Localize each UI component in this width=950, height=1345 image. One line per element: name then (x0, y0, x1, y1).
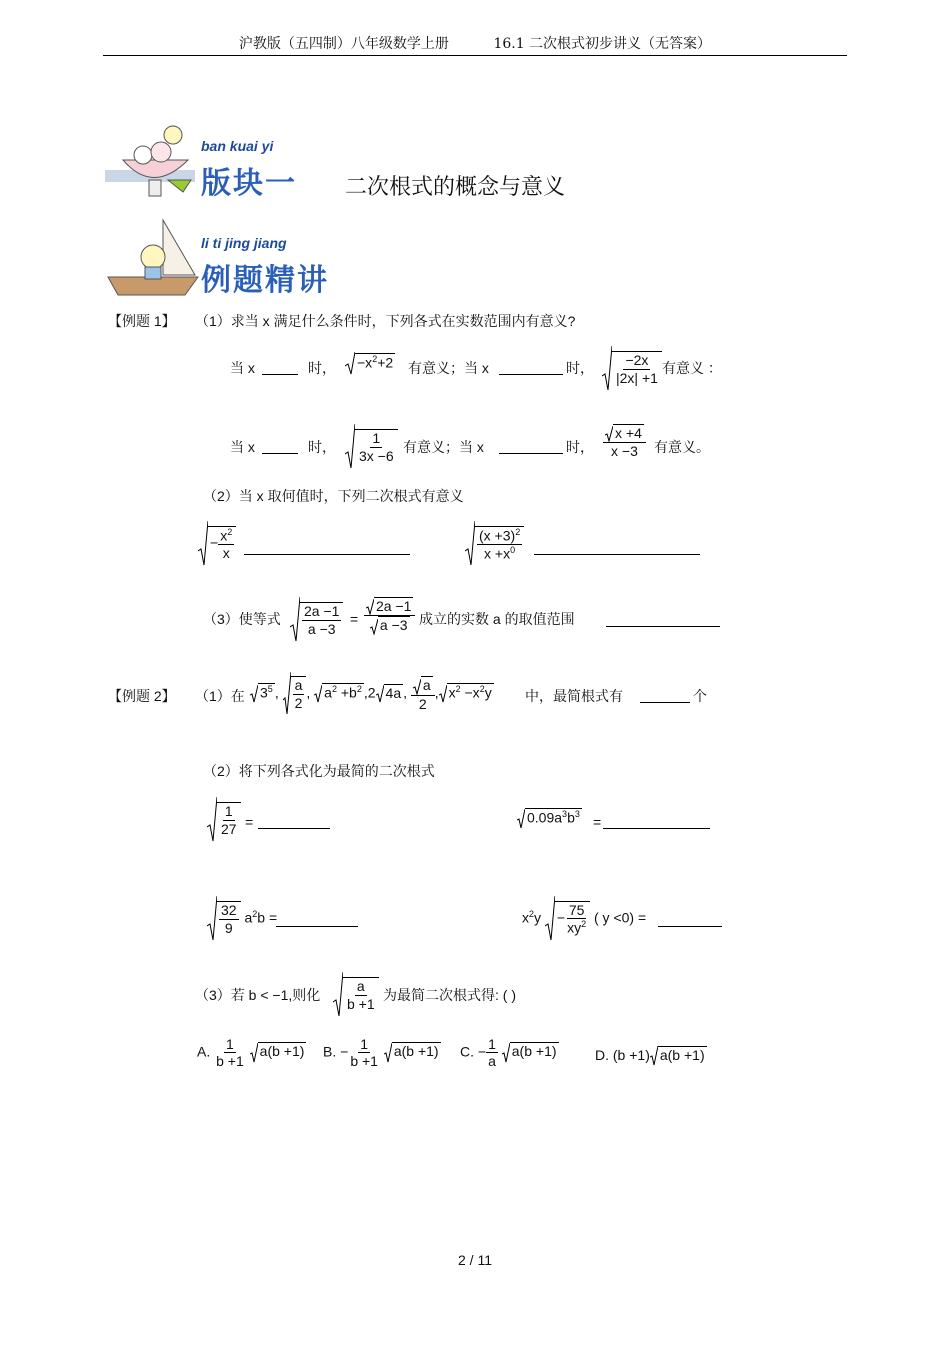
header-rule (103, 55, 847, 56)
ex2-q3-a: （3）若 b < −1,则化 (195, 987, 321, 1003)
page-number: 2 / 11 (458, 1252, 492, 1268)
ex1-row2-b: 时， (308, 439, 336, 455)
radical-fraction: $\frac{(x +3)^2}{x +x^0}$ (465, 521, 524, 567)
radical-fraction: $\frac{-2x}{|2x| +1}$ (602, 346, 662, 392)
answer-blank[interactable] (262, 358, 298, 375)
equals-sign: = (593, 814, 602, 830)
option-a[interactable]: A. $\frac{1}{b +1}$ a(b +1) (197, 1036, 305, 1070)
ex2-q1-b: 中，最简根式有 (525, 688, 623, 704)
boat-illustration (103, 215, 203, 300)
radical-fraction: $\frac{1}{27}$ (207, 797, 241, 843)
answer-blank[interactable] (244, 538, 410, 555)
answer-blank[interactable] (258, 812, 330, 829)
examples-title: 例题精讲 (201, 264, 329, 297)
fraction-with-radical: $\frac{x +4}{x -3}$ (603, 424, 646, 459)
answer-blank[interactable] (606, 609, 720, 627)
answer-blank[interactable] (276, 910, 358, 927)
block-pinyin: ban kuai yi (201, 138, 274, 154)
ex1-row1-e: 有意义 ： (662, 360, 722, 376)
example-2-tag: 【例题 2】 (108, 688, 176, 704)
answer-blank[interactable] (262, 437, 298, 454)
radical-fraction: $\frac{2a -1}{a -3}$ (290, 597, 343, 643)
answer-blank[interactable] (603, 812, 710, 829)
answer-blank[interactable] (658, 910, 722, 927)
equals-sign: = (245, 814, 254, 830)
ex2-q1-a: （1）在 (195, 688, 245, 704)
ex1-q3-a: （3）使等式 (203, 611, 281, 627)
ex1-row2-e: 有意义。 (654, 439, 710, 455)
block-title: 版块一 (201, 167, 297, 200)
section-title: 二次根式的概念与意义 (345, 175, 566, 200)
example-1-tag: 【例题 1】 (108, 313, 176, 329)
header-left: 沪教版（五四制）八年级数学上册 (238, 36, 449, 52)
ex1-row1-b: 时， (308, 360, 336, 376)
radical-expr: $-x^2+2$ (345, 352, 395, 376)
radical-fraction: $\frac{a}{b +1}$ (333, 972, 379, 1018)
ex1-q3-b: 成立的实数 a 的取值范围 (419, 611, 575, 627)
ex1-row2-c: 有意义；当 x (403, 439, 484, 455)
answer-blank[interactable] (640, 686, 690, 703)
answer-blank[interactable] (534, 538, 700, 555)
ex2-q1-c: 个 (693, 688, 707, 704)
radical-fraction: − $\frac{x^2}{x}$ (198, 521, 236, 567)
examples-banner (103, 215, 333, 300)
fraction-of-radicals: $\frac{2a -1}{a -3}$ (364, 597, 415, 635)
example-1-q1: （1）求当 x 满足什么条件时，下列各式在实数范围内有意义? (195, 313, 576, 329)
ex2-q2: （2）将下列各式化为最简的二次根式 (203, 763, 435, 779)
block-banner (103, 120, 298, 202)
option-b[interactable]: B. − $\frac{1}{b +1}$ a(b +1) (323, 1036, 439, 1070)
ex1-row1-a: 当 x (230, 360, 255, 376)
ex1-row2-d: 时， (566, 439, 594, 455)
page-header (0, 33, 950, 53)
radical-expr: $\frac{32}{9}$ $a^2b$ = (207, 896, 277, 942)
answer-blank[interactable] (499, 437, 563, 454)
ex1-row2-a: 当 x (230, 439, 255, 455)
ex1-q2: （2）当 x 取何值时，下列二次根式有意义 (203, 488, 464, 504)
header-right: 16.1 二次根式初步讲义（无答案） (493, 36, 712, 52)
ex2-q3-b: 为最简二次根式得: ( ) (383, 987, 516, 1003)
option-d[interactable]: D. (b +1) a(b +1) (595, 1046, 707, 1066)
ice-cream-illustration (103, 120, 203, 202)
radical-fraction: $\frac{1}{3x -6}$ (345, 424, 398, 470)
equals-sign: = (350, 611, 359, 627)
radical-expr: $x^2y$ − $\frac{75}{xy^2}$ ( y <0) = (522, 896, 646, 942)
option-c[interactable]: C. − $\frac{1}{a}$ a(b +1) (460, 1036, 557, 1070)
examples-pinyin: li ti jing jiang (201, 235, 287, 251)
ex1-row1-c: 有意义；当 x (408, 360, 489, 376)
radical-expr: $0.09a^3b^3$ (517, 808, 582, 829)
answer-blank[interactable] (499, 358, 563, 375)
radical-list: $3^5$ , $\frac{a}{2}$ , $a^2 +b^2$ ,2 4a , $\frac{a}{2}$ , $x^2 -x^2y$ (250, 672, 494, 716)
ex1-row1-d: 时， (566, 360, 594, 376)
